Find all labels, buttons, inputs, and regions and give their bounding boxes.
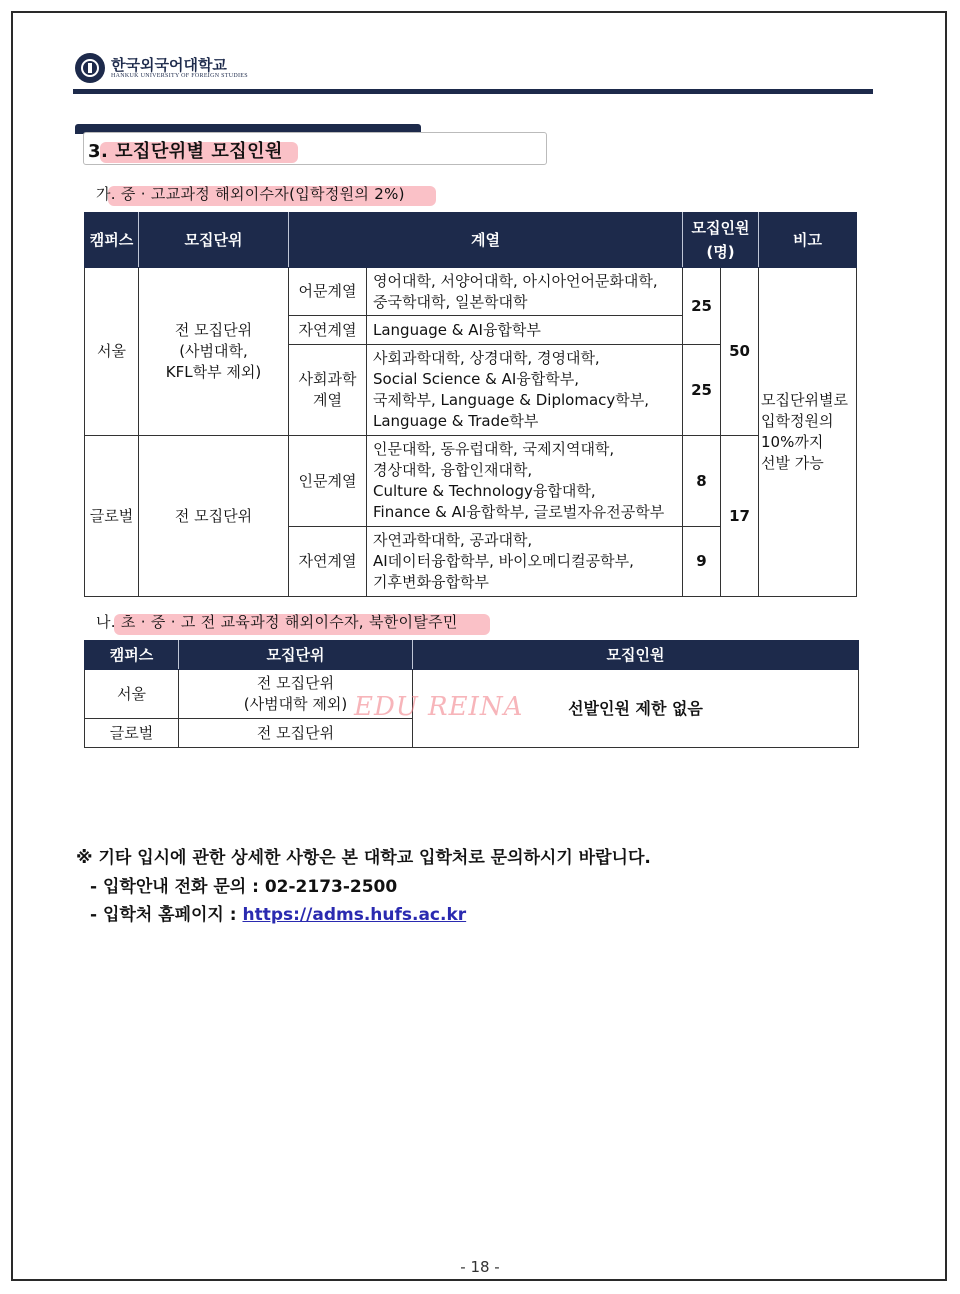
homepage-link[interactable]: https://adms.hufs.ac.kr	[242, 905, 467, 925]
unit-seoul: 전 모집단위 (사범대학 제외)	[179, 670, 413, 719]
footer-phone: - 입학안내 전화 문의 : 02-2173-2500	[90, 877, 398, 897]
track-seoul-language: 어문계열	[289, 268, 367, 316]
colleges-seoul-language: 영어대학, 서양어대학, 아시아언어문화대학, 중국학대학, 일본학대학	[367, 268, 683, 316]
homepage-label: - 입학처 홈페이지 :	[90, 905, 243, 925]
total-seoul: 50	[721, 268, 759, 436]
track-global-science: 자연계열	[289, 527, 367, 597]
count-global-science: 9	[683, 527, 721, 597]
campus-seoul: 서울	[85, 268, 139, 436]
subsection-a-title: 가. 중 · 고교과정 해외이수자(입학정원의 2%)	[96, 185, 405, 203]
track-seoul-science: 자연계열	[289, 316, 367, 345]
header-campus: 캠퍼스	[85, 213, 139, 268]
count-seoul-language-science: 25	[683, 268, 721, 345]
unit-global: 전 모집단위	[139, 436, 289, 597]
section-title: 3. 모집단위별 모집인원	[88, 141, 283, 162]
colleges-global-humanities: 인문대학, 동유럽대학, 국제지역대학, 경상대학, 융합인재대학, Culture & Technology융합대학, Finance & AI융합학부, 글로벌자유전공학부	[367, 436, 683, 527]
unit-seoul: 전 모집단위 (사범대학, KFL학부 제외)	[139, 268, 289, 436]
note-selection: 모집단위별로 입학정원의 10%까지 선발 가능	[759, 268, 857, 597]
count-seoul-social: 25	[683, 345, 721, 436]
header-count: 모집인원	[413, 641, 859, 670]
footer-note: ※ 기타 입시에 관한 상세한 사항은 본 대학교 입학처로 문의하시기 바랍니다.	[76, 848, 651, 868]
count-unlimited: 선발인원 제한 없음	[413, 670, 859, 748]
campus-global: 글로벌	[85, 719, 179, 748]
watermark: EDU REINA	[354, 692, 524, 722]
total-global: 17	[721, 436, 759, 597]
footer-homepage	[90, 900, 466, 925]
subsection-b-title: 나. 초 · 중 · 고 전 교육과정 해외이수자, 북한이탈주민	[96, 613, 458, 631]
count-global-humanities: 8	[683, 436, 721, 527]
header-note: 비고	[759, 213, 857, 268]
unit-global: 전 모집단위	[179, 719, 413, 748]
university-emblem-icon	[75, 53, 105, 83]
header-track: 계열	[289, 213, 683, 268]
header-campus: 캠퍼스	[85, 641, 179, 670]
header-rule	[73, 89, 873, 94]
logo-name-ko: 한국외국어대학교	[111, 56, 227, 74]
page-number: - 18 -	[460, 1258, 500, 1276]
campus-seoul: 서울	[85, 670, 179, 719]
colleges-seoul-science: Language & AI융합학부	[367, 316, 683, 345]
track-global-humanities: 인문계열	[289, 436, 367, 527]
colleges-seoul-social: 사회과학대학, 상경대학, 경영대학, Social Science & AI융합학부, 국제학부, Language & Diplomacy학부, Language & Trade학부	[367, 345, 683, 436]
campus-global: 글로벌	[85, 436, 139, 597]
header-count: 모집인원 (명)	[683, 213, 759, 268]
colleges-global-science: 자연과학대학, 공과대학, AI데이터융합학부, 바이오메디컬공학부, 기후변화융합학부	[367, 527, 683, 597]
university-logo	[75, 51, 248, 85]
track-seoul-social: 사회과학 계열	[289, 345, 367, 436]
logo-name-en: HANKUK UNIVERSITY OF FOREIGN STUDIES	[111, 73, 248, 79]
header-unit: 모집단위	[179, 641, 413, 670]
header-unit: 모집단위	[139, 213, 289, 268]
quota-table-overseas-secondary	[84, 212, 857, 597]
